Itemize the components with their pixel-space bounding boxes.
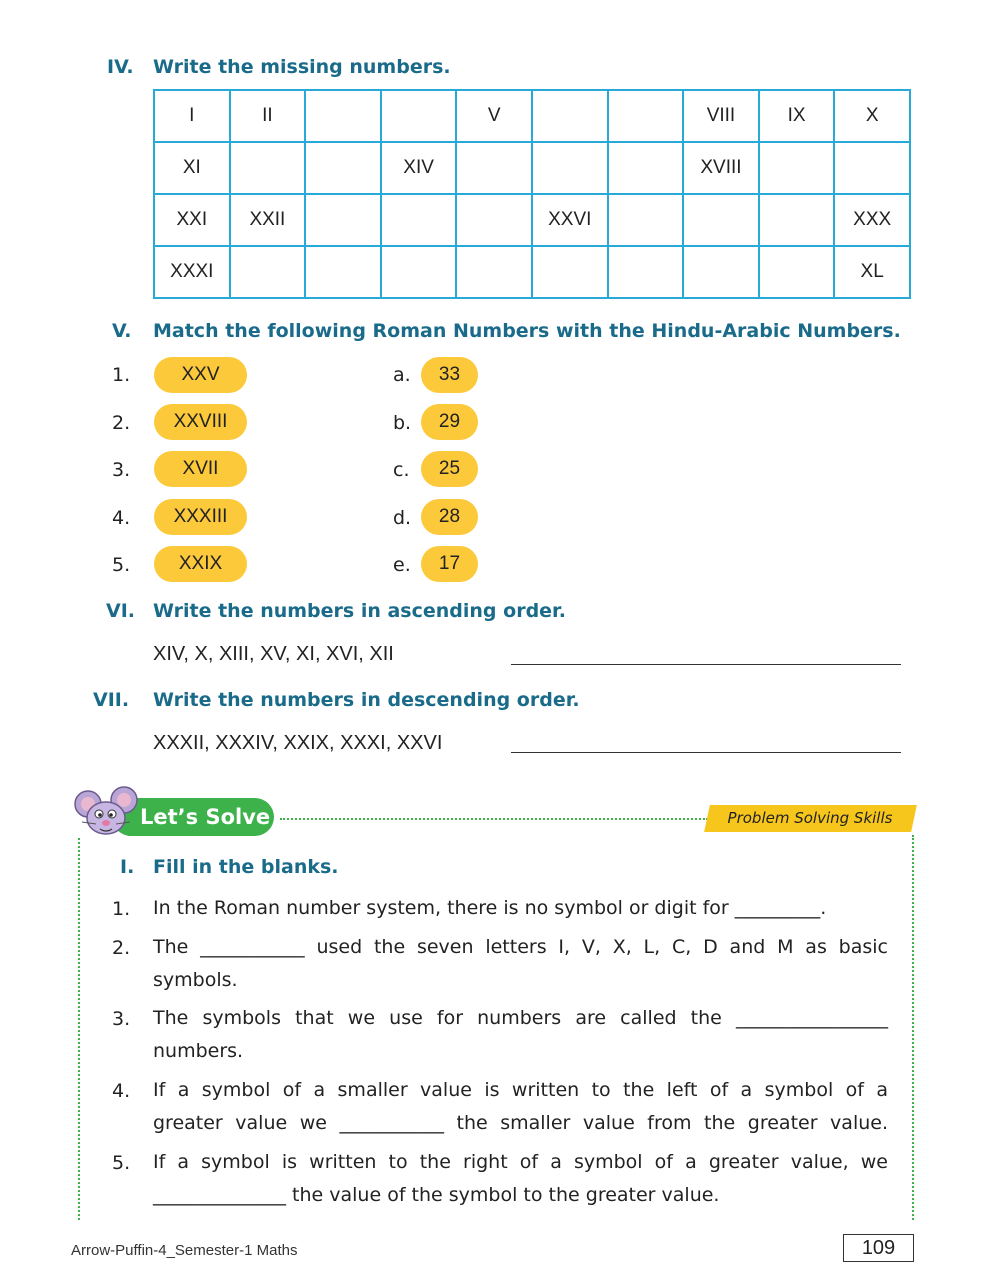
question-number: 5. <box>112 1152 131 1174</box>
roman-pill: XXIX <box>154 546 247 582</box>
grid-row <box>154 194 910 246</box>
grid-blank-cell[interactable] <box>381 194 457 246</box>
grid-cell: XI <box>154 142 230 194</box>
question-line: If a symbol of a smaller value is written to the left of a symbol of a <box>153 1079 888 1101</box>
grid-cell: X <box>834 90 910 142</box>
grid-blank-cell[interactable] <box>759 142 835 194</box>
match-row-letter: e. <box>393 554 411 576</box>
question-line: If a symbol is written to the right of a symbol of a greater value, we <box>153 1151 888 1173</box>
section-vi-heading <box>106 600 566 622</box>
match-row-number: 1. <box>112 364 131 386</box>
problem-solving-label: Problem Solving Skills <box>727 809 893 827</box>
grid-row <box>154 90 910 142</box>
fill-blanks-number: I. <box>120 856 135 878</box>
fill-blanks-title: Fill in the blanks. <box>153 856 339 878</box>
match-row-letter: b. <box>393 412 412 434</box>
question-item <box>153 892 888 925</box>
grid-blank-cell[interactable] <box>456 194 532 246</box>
grid-blank-cell[interactable] <box>305 90 381 142</box>
grid-cell: XXVI <box>532 194 608 246</box>
match-row-number: 5. <box>112 554 131 576</box>
page-number: 109 <box>843 1234 914 1262</box>
grid-blank-cell[interactable] <box>608 246 684 298</box>
grid-blank-cell[interactable] <box>456 142 532 194</box>
number-pill: 17 <box>421 546 478 582</box>
lets-solve-left-border <box>78 838 80 1220</box>
grid-blank-cell[interactable] <box>532 142 608 194</box>
descending-numbers: XXXII, XXXIV, XXIX, XXXI, XXVI <box>153 732 443 754</box>
grid-cell: XXXI <box>154 246 230 298</box>
grid-blank-cell[interactable] <box>608 142 684 194</box>
grid-blank-cell[interactable] <box>381 246 457 298</box>
match-row-letter: d. <box>393 507 412 529</box>
match-row-number: 4. <box>112 507 131 529</box>
question-item <box>153 1146 888 1212</box>
grid-blank-cell[interactable] <box>456 246 532 298</box>
ascending-numbers: XIV, X, XIII, XV, XI, XVI, XII <box>153 643 394 665</box>
section-v-number: V. <box>112 320 132 342</box>
section-vii-number: VII. <box>93 689 130 711</box>
grid-blank-cell[interactable] <box>381 90 457 142</box>
grid-blank-cell[interactable] <box>532 90 608 142</box>
lets-solve-right-border <box>912 835 914 1220</box>
grid-blank-cell[interactable] <box>305 194 381 246</box>
section-iv-heading <box>107 56 451 78</box>
match-row-number: 3. <box>112 459 131 481</box>
grid-blank-cell[interactable] <box>305 142 381 194</box>
grid-cell: XVIII <box>683 142 759 194</box>
grid-row <box>154 142 910 194</box>
lets-solve-label: Let’s Solve <box>140 805 271 829</box>
question-number: 2. <box>112 937 131 959</box>
question-line: numbers. <box>153 1040 244 1062</box>
section-v-heading <box>112 320 901 342</box>
mouse-mascot-icon <box>74 786 144 842</box>
descending-answer-line[interactable] <box>511 752 901 753</box>
number-pill: 33 <box>421 357 478 393</box>
grid-blank-cell[interactable] <box>305 246 381 298</box>
section-iv-number: IV. <box>107 56 134 78</box>
question-line: ______________ the value of the symbol to the greater value. <box>153 1184 720 1206</box>
section-vi-title: Write the numbers in ascending order. <box>153 600 566 622</box>
number-pill: 28 <box>421 499 478 535</box>
grid-blank-cell[interactable] <box>683 246 759 298</box>
question-line: The ___________ used the seven letters I, V, X, L, C, D and M as basic <box>153 936 888 958</box>
grid-cell: XXII <box>230 194 306 246</box>
lets-solve-top-border <box>280 818 708 820</box>
grid-cell: XL <box>834 246 910 298</box>
question-item <box>153 1074 888 1140</box>
number-pill: 25 <box>421 451 478 487</box>
section-v-title: Match the following Roman Numbers with the Hindu-Arabic Numbers. <box>153 320 901 342</box>
grid-cell: VIII <box>683 90 759 142</box>
question-number: 3. <box>112 1008 131 1030</box>
section-vii-title: Write the numbers in descending order. <box>153 689 580 711</box>
grid-cell: XIV <box>381 142 457 194</box>
section-vi-number: VI. <box>106 600 135 622</box>
grid-blank-cell[interactable] <box>834 142 910 194</box>
match-row-letter: c. <box>393 459 410 481</box>
match-row-number: 2. <box>112 412 131 434</box>
roman-pill: XXV <box>154 357 247 393</box>
question-line: symbols. <box>153 969 238 991</box>
roman-pill: XXXIII <box>154 499 247 535</box>
grid-cell: V <box>456 90 532 142</box>
grid-row <box>154 246 910 298</box>
grid-blank-cell[interactable] <box>230 246 306 298</box>
question-item <box>153 931 888 997</box>
section-vii-heading <box>93 689 580 711</box>
question-number: 1. <box>112 898 131 920</box>
fill-blanks-heading <box>120 856 339 878</box>
grid-cell: IX <box>759 90 835 142</box>
roman-pill: XXVIII <box>154 404 247 440</box>
question-line: The symbols that we use for numbers are called the ________________ <box>153 1007 888 1029</box>
grid-cell: XXI <box>154 194 230 246</box>
ascending-answer-line[interactable] <box>511 664 901 665</box>
grid-blank-cell[interactable] <box>683 194 759 246</box>
number-pill: 29 <box>421 404 478 440</box>
roman-pill: XVII <box>154 451 247 487</box>
question-item <box>153 1002 888 1068</box>
grid-blank-cell[interactable] <box>759 194 835 246</box>
question-number: 4. <box>112 1080 131 1102</box>
footer-book-title: Arrow-Puffin-4_Semester-1 Maths <box>71 1242 298 1259</box>
grid-cell: II <box>230 90 306 142</box>
match-row-letter: a. <box>393 364 411 386</box>
grid-blank-cell[interactable] <box>608 194 684 246</box>
section-iv-title: Write the missing numbers. <box>153 56 451 78</box>
question-line: greater value we ___________ the smaller value from the greater value. <box>153 1112 888 1134</box>
grid-blank-cell[interactable] <box>532 246 608 298</box>
grid-blank-cell[interactable] <box>230 142 306 194</box>
grid-cell: XXX <box>834 194 910 246</box>
grid-blank-cell[interactable] <box>759 246 835 298</box>
question-line: In the Roman number system, there is no symbol or digit for _________. <box>153 897 827 919</box>
grid-cell: I <box>154 90 230 142</box>
grid-blank-cell[interactable] <box>608 90 684 142</box>
roman-number-grid <box>153 89 911 299</box>
